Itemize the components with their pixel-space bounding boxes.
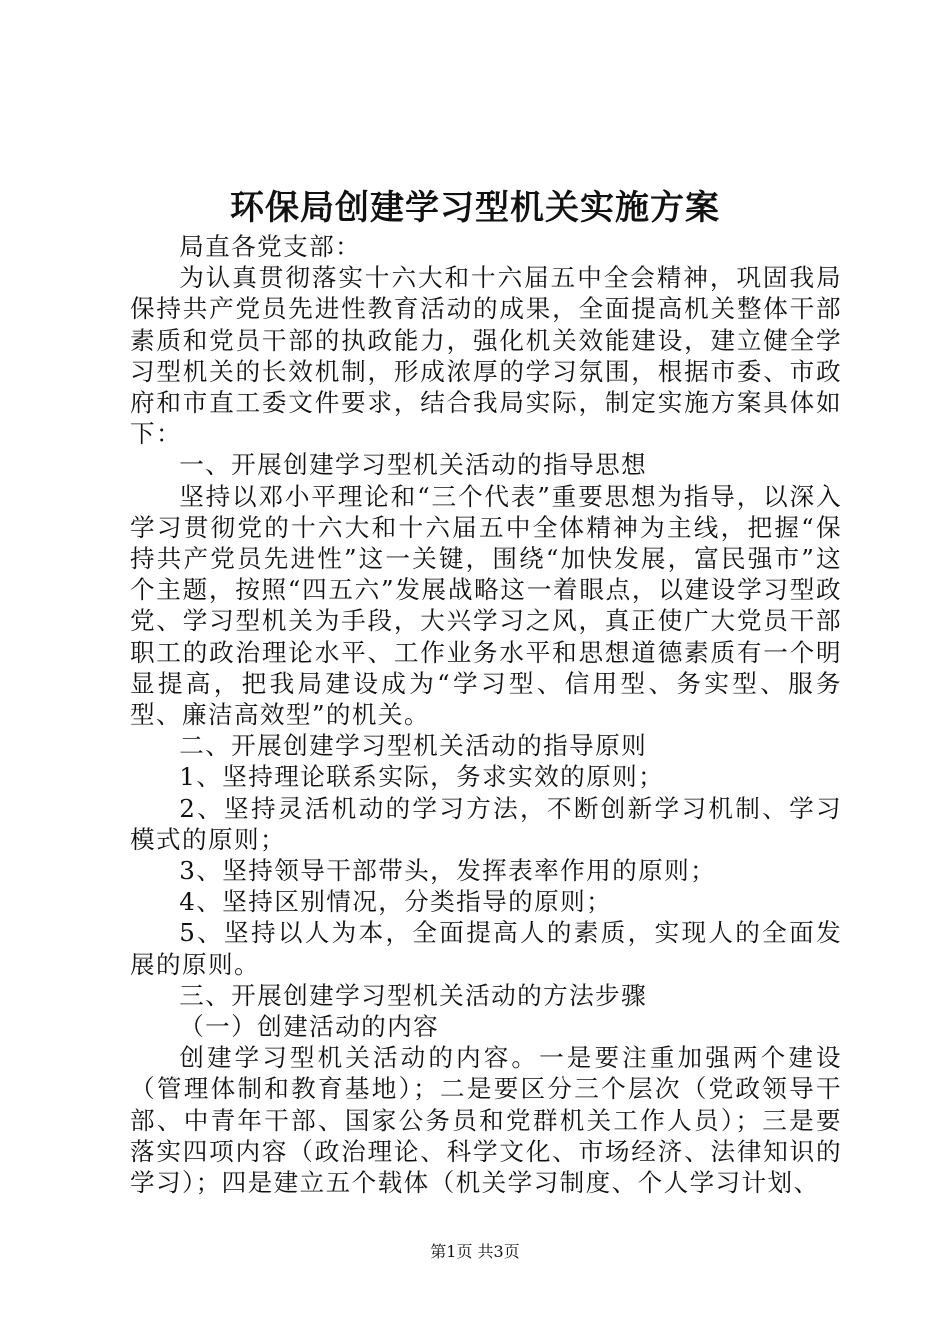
guiding-thought-paragraph: 坚持以邓小平理论和“三个代表”重要思想为指导，以深入学习贯彻党的十六大和十六届五中全体精神为主线，把握“保持共产党员先进性”这一关键，围绕“加快发展，富民强市”这个主题，按照“四五六”发展战略这一着眼点，以建设学习型政党、学习型机关为手段，大兴学习之风，真正使广大党员干部职工的政治理论水平、工作业务水平和思想道德素质有一个明显提高，把我局建设成为“学习型、信用型、务实型、服务型、廉洁高效型”的机关。 [130,481,842,730]
subsection-heading-1: （一）创建活动的内容 [179,1012,440,1042]
section-heading-2: 二、开展创建学习型机关活动的指导原则 [179,731,648,761]
section-heading-1: 一、开展创建学习型机关活动的指导思想 [179,450,648,480]
document-body [130,231,842,1198]
section-heading-3: 三、开展创建学习型机关活动的方法步骤 [179,980,648,1010]
principle-item-5: 5、坚持以人为本，全面提高人的素质，实现人的全面发展的原则。 [130,918,842,979]
principle-item-2: 2、坚持灵活机动的学习方法，不断创新学习机制、学习模式的原则； [130,793,842,854]
page-footer: 第1页 共3页 [430,1242,520,1261]
principle-item-3: 3、坚持领导干部带头，发挥表率作用的原则； [179,856,717,886]
principle-item-1: 1、坚持理论联系实际，务求实效的原则； [179,762,665,792]
intro-paragraph: 为认真贯彻落实十六大和十六届五中全会精神，巩固我局保持共产党员先进性教育活动的成果，全面提高机关整体干部素质和党员干部的执政能力，强化机关效能建设，建立健全学习型机关的长效机制，形成浓厚的学习氛围，根据市委、市政府和市直工委文件要求，结合我局实际，制定实施方案具体如下： [130,263,842,449]
principle-item-4: 4、坚持区别情况，分类指导的原则； [179,887,613,917]
document-title: 环保局创建学习型机关实施方案 [230,188,720,228]
salutation: 局直各党支部： [179,232,362,261]
content-paragraph: 创建学习型机关活动的内容。一是要注重加强两个建设（管理体制和教育基地）；二是要区分三个层次（党政领导干部、中青年干部、国家公务员和党群机关工作人员）；三是要落实四项内容（政治理论、科学文化、市场经济、法律知识的学习）；四是建立五个载体（机关学习制度、个人学习计划、 [130,1043,842,1198]
